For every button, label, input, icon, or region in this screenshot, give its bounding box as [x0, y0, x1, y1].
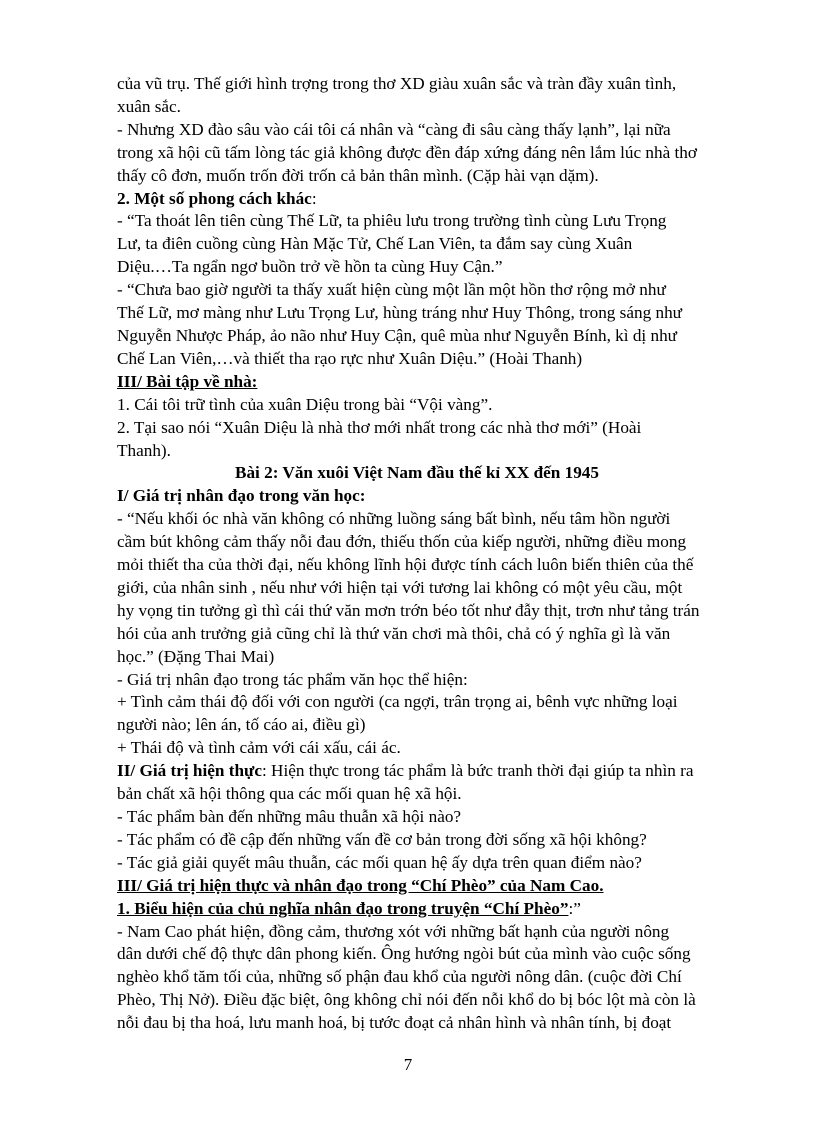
- text-line: 2. Tại sao nói “Xuân Diệu là nhà thơ mới nhất trong các nhà thơ mới” (Hoài: [117, 417, 642, 437]
- text-line: - “Nếu khối óc nhà văn không có những luồng sáng bất bình, nếu tâm hồn người: [117, 509, 671, 529]
- text-line: nghèo khổ tăm tối của, những số phận đau khổ của người nông dân. (cuộc đời Chí: [117, 967, 682, 987]
- text-line: - Tác giả giải quyết mâu thuẫn, các mối quan hệ ấy dựa trên quan điểm nào?: [117, 852, 642, 872]
- text-line: trong xã hội cũ tấm lòng tác giả không được đền đáp xứng đáng nên lắm lúc nhà thơ: [117, 142, 697, 162]
- text-line: + Tình cảm thái độ đối với con người (ca ngợi, trân trọng ai, bênh vực những loại: [117, 692, 678, 712]
- heading-colon: :: [311, 188, 317, 208]
- text-line: Thanh).: [117, 440, 171, 460]
- section-heading-line: [117, 760, 757, 783]
- text-line: giới, của nhân sinh , nếu như với hiện tại với tương lai không có một yêu cầu, một: [117, 577, 683, 597]
- text-line: của vũ trụ. Thế giới hình trợng trong thơ XD giàu xuân sắc và tràn đầy xuân tình,: [117, 74, 677, 93]
- text-line: hy vọng tin tưởng gì thì cái thứ văn mơn trớn béo tốt như đẫy thịt, trơn như tảng trán: [117, 600, 700, 620]
- text-line: nỗi đau bị tha hoá, lưu manh hoá, bị tước đoạt cả nhân hình và nhân tính, bị đoạt: [117, 1013, 672, 1033]
- lesson-title: Bài 2: Văn xuôi Việt Nam đầu thế kỉ XX đến 1945: [234, 463, 599, 483]
- text-line: học.” (Đặng Thai Mai): [117, 646, 275, 666]
- heading-continuation: : Hiện thực trong tác phẩm là bức tranh thời đại giúp ta nhìn ra: [261, 761, 694, 781]
- text-line: Chế Lan Viên,…và thiết tha rạo rực như Xuân Diệu.” (Hoài Thanh): [117, 348, 583, 368]
- text-line: - Tác phẩm có đề cập đến những vấn đề cơ bản trong đời sống xã hội không?: [117, 829, 647, 849]
- text-line: - “Chưa bao giờ người ta thấy xuất hiện cùng một lần một hồn thơ rộng mở như: [117, 280, 666, 300]
- text-line: bản chất xã hội thông qua các mối quan hệ xã hội.: [117, 784, 462, 804]
- text-line: - Giá trị nhân đạo trong tác phẩm văn học thể hiện:: [117, 669, 468, 689]
- page-content: [117, 73, 757, 1035]
- text-line: - Tác phẩm bàn đến những mâu thuẫn xã hội nào?: [117, 807, 462, 826]
- text-line: Phèo, Thị Nở). Điều đặc biệt, ông không chỉ nói đến nỗi khổ do bị bóc lột mà còn là: [117, 990, 696, 1010]
- text-line: Thế Lữ, mơ màng như Lưu Trọng Lư, hùng tráng như Huy Thông, trong sáng như: [117, 303, 682, 323]
- section-heading: III/ Giá trị hiện thực và nhân đạo trong “Chí Phèo” của Nam Cao.: [117, 875, 604, 895]
- text-line: dân dưới chế độ thực dân phong kiến. Ông hướng ngòi bút của mình vào cuộc sống: [117, 944, 691, 964]
- heading-colon: :”: [568, 898, 581, 918]
- text-line: Diệu.…Ta ngẩn ngơ buồn trở về hồn ta cùng Huy Cận.”: [117, 257, 503, 277]
- section-heading: I/ Giá trị nhân đạo trong văn học:: [117, 486, 366, 506]
- text-line: cầm bút không cảm thấy nỗi đau đớn, thiếu thốn của kiếp người, những điều mong: [117, 532, 687, 552]
- text-line: thấy cô đơn, muốn trốn đời trốn cả bản thân mình. (Cặp hài vạn dặm).: [117, 165, 599, 185]
- text-line: mỏi thiết tha của thời đại, nếu không lĩnh hội được tính cách luôn biến thiên của thế: [117, 555, 694, 575]
- text-line: Lư, ta điên cuồng cùng Hàn Mặc Tử, Chế Lan Viên, ta đắm say cùng Xuân: [117, 234, 633, 254]
- text-line: xuân sắc.: [117, 96, 181, 116]
- text-line: người nào; lên án, tố cáo ai, điều gì): [117, 715, 366, 735]
- text-line: hói của anh trưởng giả cũng chỉ là thứ văn chơi mà thôi, chả có ý nghĩa gì là văn: [117, 623, 671, 643]
- text-line: - Nhưng XD đào sâu vào cái tôi cá nhân và “càng đi sâu càng thấy lạnh”, lại nữa: [117, 119, 671, 139]
- text-line: - “Ta thoát lên tiên cùng Thế Lữ, ta phiêu lưu trong trường tình cùng Lưu Trọng: [117, 211, 667, 231]
- section-heading: [117, 188, 757, 211]
- heading-text: II/ Giá trị hiện thực: [117, 761, 262, 781]
- heading-text: 1. Biểu hiện của chủ nghĩa nhân đạo trong truyện “Chí Phèo”: [117, 898, 569, 918]
- page-number: 7: [403, 1055, 413, 1074]
- text-line: 1. Cái tôi trữ tình của xuân Diệu trong bài “Vội vàng”.: [117, 394, 493, 414]
- text-line: Nguyễn Nhược Pháp, ảo não như Huy Cận, quê mùa như Nguyễn Bính, kì dị như: [117, 325, 677, 345]
- text-line: - Nam Cao phát hiện, đồng cảm, thương xót với những bất hạnh của người nông: [117, 921, 670, 941]
- subsection-heading: [117, 898, 757, 921]
- heading-text: 2. Một số phong cách khác: [117, 188, 312, 208]
- section-heading: III/ Bài tập về nhà:: [117, 371, 258, 391]
- text-line: + Thái độ và tình cảm với cái xấu, cái ác.: [117, 738, 401, 758]
